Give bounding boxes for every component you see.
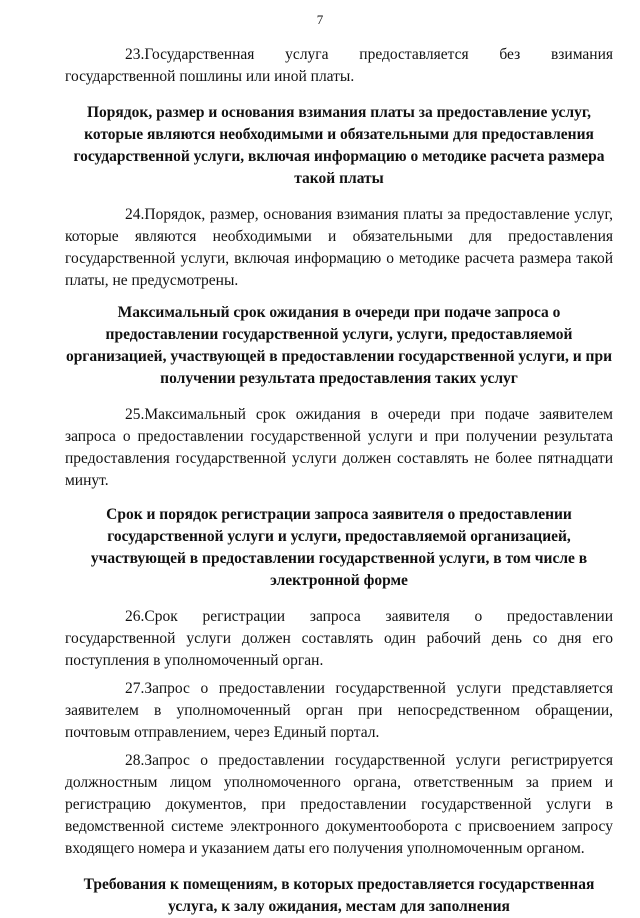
paragraph-number: 24. xyxy=(125,206,145,223)
paragraph-text: Срок регистрации запроса заявителя о предоставлении государственной услуги должен составлять один рабочий день со дня его поступления в уполномоченный орган. xyxy=(65,608,613,669)
section-heading-request-registration: Срок и порядок регистрации запроса заявителя о предоставлении государственной услуги и услуги, предоставляемой организацией, участвующей в предоставлении государственной услуги, в том числе в электронной форме xyxy=(90,506,588,589)
paragraph-27 xyxy=(65,678,613,744)
paragraph-text: Запрос о предоставлении государственной услуги представляется заявителем в уполномоченный орган при непосредственном обращении, почтовым отправлением, через Единый портал. xyxy=(65,680,613,741)
paragraph-text: Порядок, размер, основания взимания платы за предоставление услуг, которые являются необходимыми и обязательными для предоставления государственной услуги, включая информацию о методике расчета размера такой платы, не предусмотрены. xyxy=(65,206,613,289)
section-heading-fee-for-necessary-services: Порядок, размер и основания взимания платы за предоставление услуг, которые являются необходимыми и обязательными для предоставления государственной услуги, включая информацию о методике расчета размера такой платы xyxy=(73,104,605,187)
document-body xyxy=(65,44,613,918)
paragraph-number: 28. xyxy=(125,752,145,769)
paragraph-number: 25. xyxy=(125,406,145,423)
paragraph-text: Максимальный срок ожидания в очереди при подаче заявителем запроса о предоставлении государственной услуги и при получении результата предоставления государственной услуги должен составлять не более пятнадцати минут. xyxy=(65,406,613,489)
paragraph-23 xyxy=(65,44,613,88)
paragraph-number: 26. xyxy=(125,608,145,625)
section-heading-max-queue-time: Максимальный срок ожидания в очереди при подаче запроса о предоставлении государственной услуги, услуги, предоставляемой организацией, участвующей в предоставлении государственной услуги, и при получении результата предоставления таких услуг xyxy=(65,304,613,387)
paragraph-26 xyxy=(65,606,613,672)
section-heading-premises-requirements: Требования к помещениям, в которых предоставляется государственная услуга, к залу ожидания, местам для заполнения xyxy=(83,876,595,915)
paragraph-number: 23. xyxy=(125,46,145,63)
paragraph-25 xyxy=(65,404,613,492)
paragraph-number: 27. xyxy=(125,680,145,697)
paragraph-24 xyxy=(65,204,613,292)
paragraph-28 xyxy=(65,750,613,860)
page-number: 7 xyxy=(316,12,324,27)
paragraph-text: Запрос о предоставлении государственной услуги регистрируется должностным лицом уполномоченного органа, ответственным за прием и регистрацию документов, при предоставлении государственной услуги в ведомственной системе электронного документооборота с присвоением запросу входящего номера и указанием даты его получения уполномоченным органом. xyxy=(65,752,613,857)
paragraph-text: Государственная услуга предоставляется без взимания государственной пошлины или иной платы. xyxy=(65,46,613,85)
